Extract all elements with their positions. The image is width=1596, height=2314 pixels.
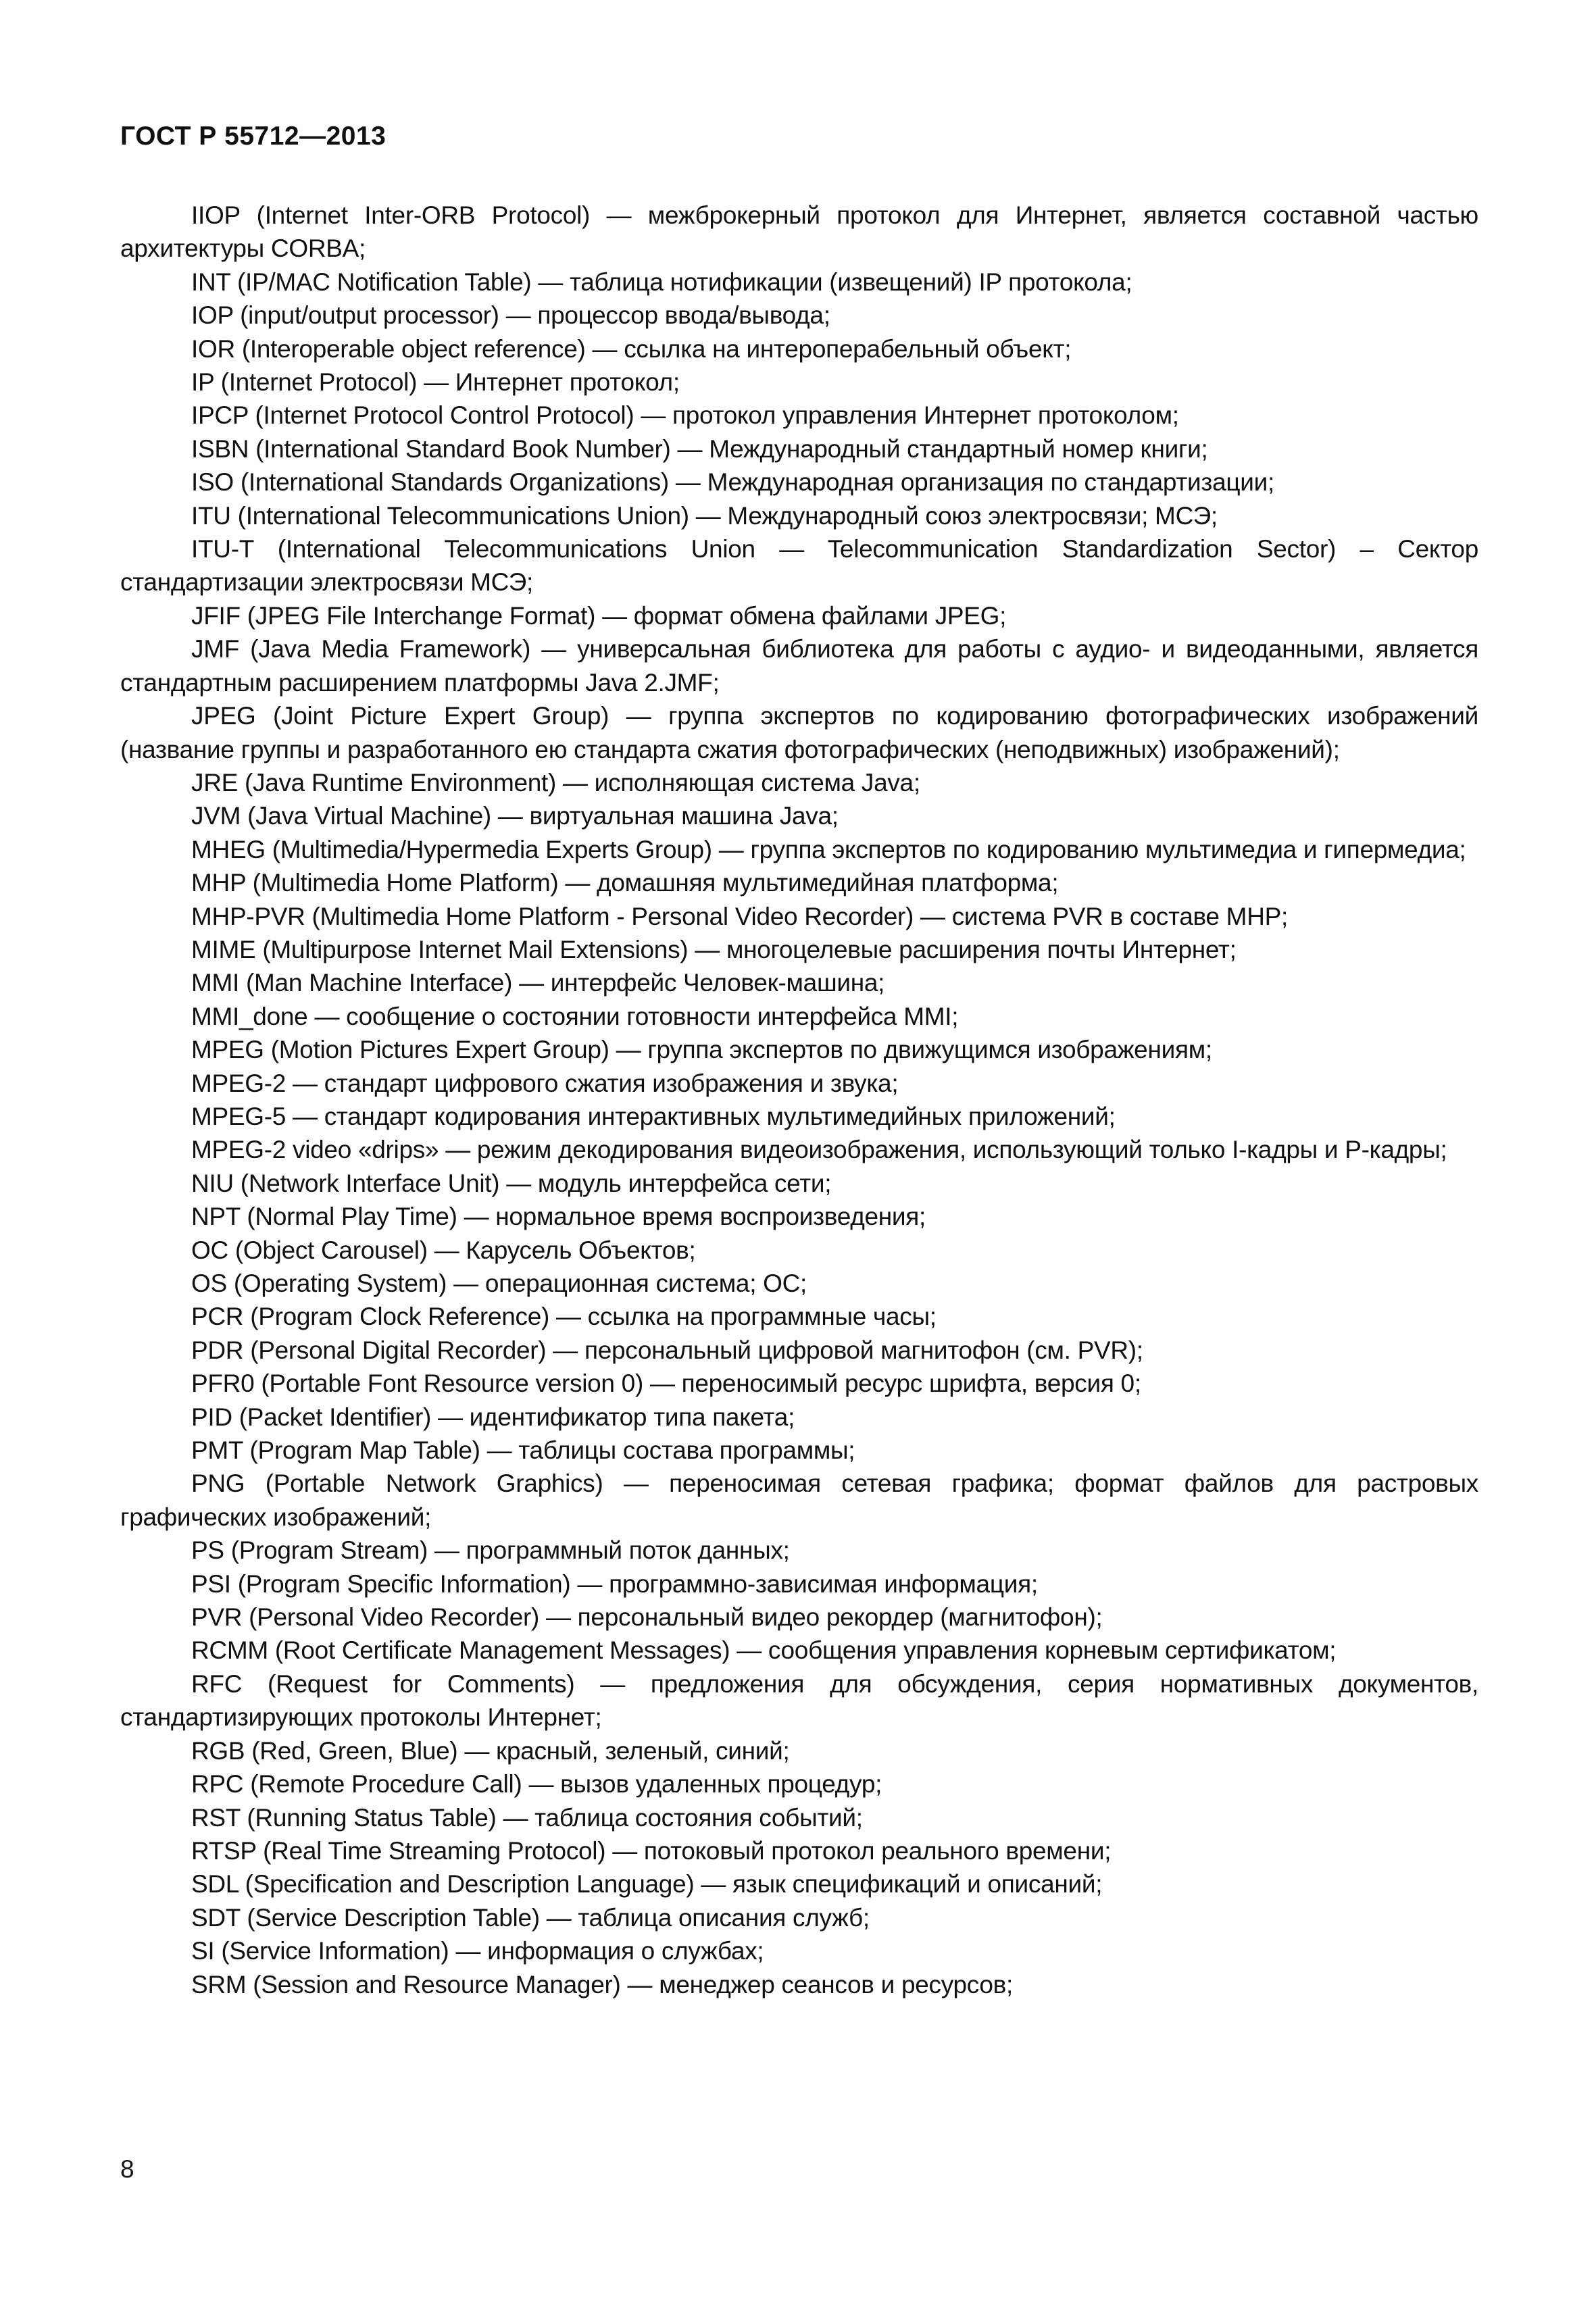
- list-item: IP (Internet Protocol) — Интернет протокол;: [191, 368, 680, 397]
- list-item: ITU (International Telecommunications Union) — Международный союз электросвязи; МСЭ;: [191, 501, 1218, 530]
- list-item: RPC (Remote Procedure Call) — вызов удаленных процедур;: [191, 1770, 882, 1799]
- abbreviation-list: [120, 199, 1478, 2001]
- list-item: IIOP (Internet Inter-ORB Protocol) — межброкерный протокол для Интернет, является составной частью архитектуры CORBA;: [120, 201, 1478, 263]
- list-item: IPCP (Internet Protocol Control Protocol) — протокол управления Интернет протоколом;: [191, 401, 1179, 430]
- list-item: JPEG (Joint Picture Expert Group) — группа экспертов по кодированию фотографических изображений (название группы и разработанного ею стандарта сжатия фотографических (неподвижных) изображений);: [120, 702, 1478, 763]
- list-item: RCMM (Root Certificate Management Messages) — сообщения управления корневым сертификатом;: [191, 1636, 1337, 1665]
- list-item: JVM (Java Virtual Machine) — виртуальная машина Java;: [191, 802, 839, 830]
- list-item: MMI_done — сообщение о состоянии готовности интерфейса MMI;: [191, 1002, 959, 1030]
- list-item: MIME (Multipurpose Internet Mail Extensions) — многоцелевые расширения почты Интернет;: [191, 935, 1237, 963]
- list-item: IOP (input/output processor) — процессор ввода/вывода;: [191, 301, 830, 330]
- document-header: ГОСТ Р 55712—2013: [120, 122, 386, 151]
- list-item: MPEG-2 — стандарт цифрового сжатия изображения и звука;: [191, 1069, 899, 1097]
- list-item: IOR (Interoperable object reference) — ссылка на интероперабельный объект;: [191, 334, 1072, 363]
- list-item: PS (Program Stream) — программный поток данных;: [191, 1536, 790, 1565]
- list-item: PSI (Program Specific Information) — программно-зависимая информация;: [191, 1569, 1038, 1598]
- list-item: PMT (Program Map Table) — таблицы состава программы;: [191, 1436, 855, 1465]
- list-item: SDT (Service Description Table) — таблица описания служб;: [191, 1903, 870, 1932]
- list-item: OC (Object Carousel) — Карусель Объектов;: [191, 1236, 696, 1264]
- list-item: PDR (Personal Digital Recorder) — персональный цифровой магнитофон (см. PVR);: [191, 1336, 1143, 1364]
- list-item: OS (Operating System) — операционная система; ОС;: [191, 1269, 807, 1297]
- list-item: RGB (Red, Green, Blue) — красный, зеленый, синий;: [191, 1736, 790, 1765]
- list-item: RTSP (Real Time Streaming Protocol) — потоковый протокол реального времени;: [191, 1836, 1112, 1865]
- list-item: PVR (Personal Video Recorder) — персональный видео рекордер (магнитофон);: [191, 1603, 1103, 1632]
- list-item: INT (IP/MAC Notification Table) — таблица нотификации (извещений) IP протокола;: [191, 268, 1132, 296]
- list-item: MPEG (Motion Pictures Expert Group) — группа экспертов по движущимся изображениям;: [191, 1036, 1212, 1064]
- list-item: SDL (Specification and Description Language) — язык спецификаций и описаний;: [191, 1870, 1103, 1898]
- list-item: PID (Packet Identifier) — идентификатор типа пакета;: [191, 1403, 795, 1431]
- list-item: NPT (Normal Play Time) — нормальное время воспроизведения;: [191, 1203, 926, 1231]
- list-item: MMI (Man Machine Interface) — интерфейс Человек-машина;: [191, 969, 885, 997]
- list-item: PCR (Program Clock Reference) — ссылка на программные часы;: [191, 1303, 937, 1331]
- list-item: PFR0 (Portable Font Resource version 0) — переносимый ресурс шрифта, версия 0;: [191, 1369, 1141, 1398]
- list-item: RFC (Request for Comments) — предложения для обсуждения, серия нормативных документов, стандартизирующих протоколы Интернет;: [120, 1669, 1478, 1732]
- list-item: SI (Service Information) — информация о службах;: [191, 1937, 764, 1965]
- list-item: ITU-T (International Telecommunications Union — Telecommunication Standardization Sector) – Сектор стандартизации электросвязи МСЭ;: [120, 535, 1478, 597]
- list-item: MHEG (Multimedia/Hypermedia Experts Group) — группа экспертов по кодированию мультимедиа и гипермедиа;: [191, 835, 1466, 863]
- list-item: RST (Running Status Table) — таблица состояния событий;: [191, 1803, 863, 1832]
- list-item: JMF (Java Media Framework) — универсальная библиотека для работы с аудио- и видеоданными, является стандартным расширением платформы Java 2.JMF;: [120, 635, 1478, 697]
- list-item: MPEG-2 video «drips» — режим декодирования видеоизображения, использующий только I-кадры и P-кадры;: [191, 1136, 1447, 1164]
- list-item: JFIF (JPEG File Interchange Format) — формат обмена файлами JPEG;: [191, 601, 1007, 630]
- list-item: MPEG-5 — стандарт кодирования интерактивных мультимедийных приложений;: [191, 1102, 1116, 1130]
- list-item: NIU (Network Interface Unit) — модуль интерфейса сети;: [191, 1169, 832, 1197]
- list-item: SRM (Session and Resource Manager) — менеджер сеансов и ресурсов;: [191, 1970, 1013, 1998]
- list-item: ISO (International Standards Organizations) — Международная организация по стандартизации;: [191, 468, 1274, 497]
- list-item: PNG (Portable Network Graphics) — переносимая сетевая графика; формат файлов для растровых графических изображений;: [120, 1469, 1478, 1531]
- list-item: MHP (Multimedia Home Platform) — домашняя мультимедийная платформа;: [191, 869, 1059, 897]
- list-item: JRE (Java Runtime Environment) — исполняющая система Java;: [191, 768, 920, 797]
- list-item: ISBN (International Standard Book Number) — Международный стандартный номер книги;: [191, 434, 1208, 463]
- page-number: 8: [120, 2155, 134, 2183]
- list-item: MHP-PVR (Multimedia Home Platform - Personal Video Recorder) — система PVR в составе MHP;: [191, 902, 1288, 930]
